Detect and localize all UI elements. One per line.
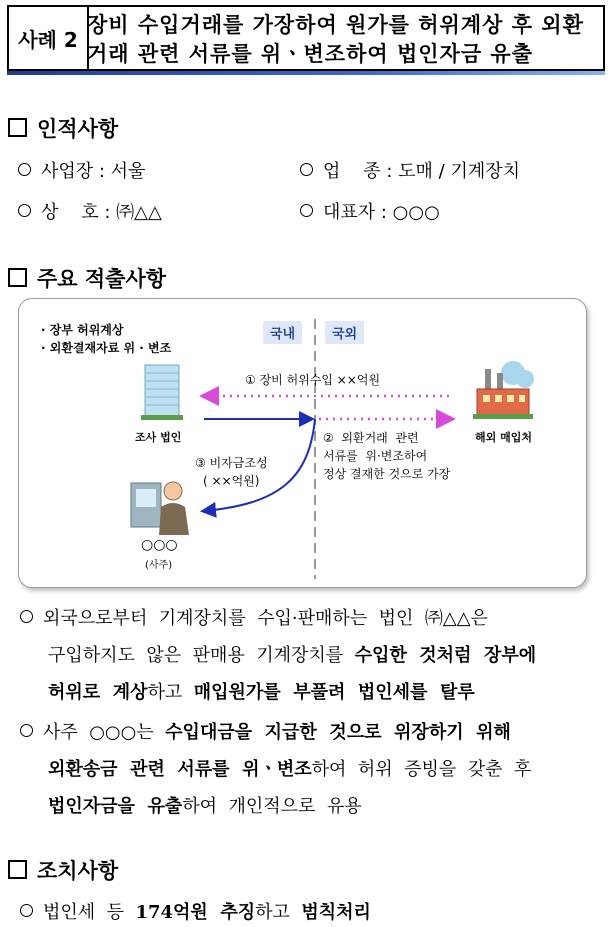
foreign-tag: 국외 bbox=[325, 321, 364, 344]
arrow2-label: ② 외환거래 관련 서류를 위·변조하여 정상 결재한 것으로 가장 bbox=[323, 431, 451, 481]
square-bullet-icon bbox=[8, 860, 27, 879]
note-forged-settlement: · 외환결재자료 위 · 변조 bbox=[41, 341, 172, 355]
actions-heading: 조치사항 bbox=[8, 855, 118, 885]
owner-role: (사주) bbox=[145, 560, 173, 571]
note-false-books: · 장부 허위계상 bbox=[41, 323, 124, 337]
workplace-item: 사업장 : 서울 bbox=[18, 157, 145, 183]
arrow1-label: ① 장비 허위수입 ××억원 bbox=[245, 373, 381, 387]
owner-name: ○○○ bbox=[141, 537, 178, 553]
scheme-diagram bbox=[18, 298, 587, 588]
square-bullet-icon bbox=[8, 268, 27, 287]
findings-heading: 주요 적출사항 bbox=[8, 263, 166, 293]
case-header bbox=[7, 5, 605, 71]
action-item: 법인세 등 174억원 추징하고 범칙처리 bbox=[20, 898, 371, 924]
case-label: 사례 2 bbox=[9, 7, 89, 69]
office-building-icon bbox=[137, 363, 185, 421]
circle-bullet-icon bbox=[18, 204, 31, 217]
foreign-buyer-label: 해외 매입처 bbox=[475, 431, 532, 444]
square-bullet-icon bbox=[8, 118, 27, 137]
header-underline bbox=[7, 71, 605, 75]
case-title-line1: 장비 수입거래를 가장하여 원가를 허위계상 후 외환 bbox=[87, 13, 584, 37]
arrow3-label: ③ 비자금조성 ( ××억원) bbox=[195, 456, 268, 488]
business-type-item: 업 종 : 도매 / 기계장치 bbox=[300, 157, 520, 183]
factory-icon bbox=[471, 359, 535, 421]
personal-info-heading: 인적사항 bbox=[8, 113, 118, 143]
case-title-line2: 거래 관련 서류를 위ㆍ변조하여 법인자금 유출 bbox=[87, 42, 533, 66]
circle-bullet-icon bbox=[300, 204, 313, 217]
company-label: 조사 법인 bbox=[135, 431, 182, 444]
finding-paragraph-1: 외국으로부터 기계장치를 수입·판매하는 법인 ㈜△△은 구입하지도 않은 판매용 기계장치를 수입한 것처럼 장부에 허위로 계상하고 매입원가를 부풀려 법인세를 탈루 bbox=[20, 600, 610, 711]
case-title bbox=[87, 11, 595, 69]
circle-bullet-icon bbox=[300, 163, 313, 176]
circle-bullet-icon bbox=[20, 904, 33, 917]
finding-paragraph-2: 사주 ○○○는 수입대금을 지급한 것으로 위장하기 위해 외환송금 관련 서류를 위ㆍ변조하여 허위 증빙을 갖춘 후 법인자금을 유출하여 개인적으로 유용 bbox=[20, 714, 610, 825]
circle-bullet-icon bbox=[18, 163, 31, 176]
circle-bullet-icon bbox=[20, 724, 33, 737]
domestic-tag: 국내 bbox=[263, 321, 302, 344]
representative-item: 대표자 : ○○○ bbox=[300, 198, 440, 224]
company-name-item: 상 호 : ㈜△△ bbox=[18, 198, 162, 224]
owner-person-icon bbox=[127, 477, 193, 537]
circle-bullet-icon bbox=[20, 610, 33, 623]
